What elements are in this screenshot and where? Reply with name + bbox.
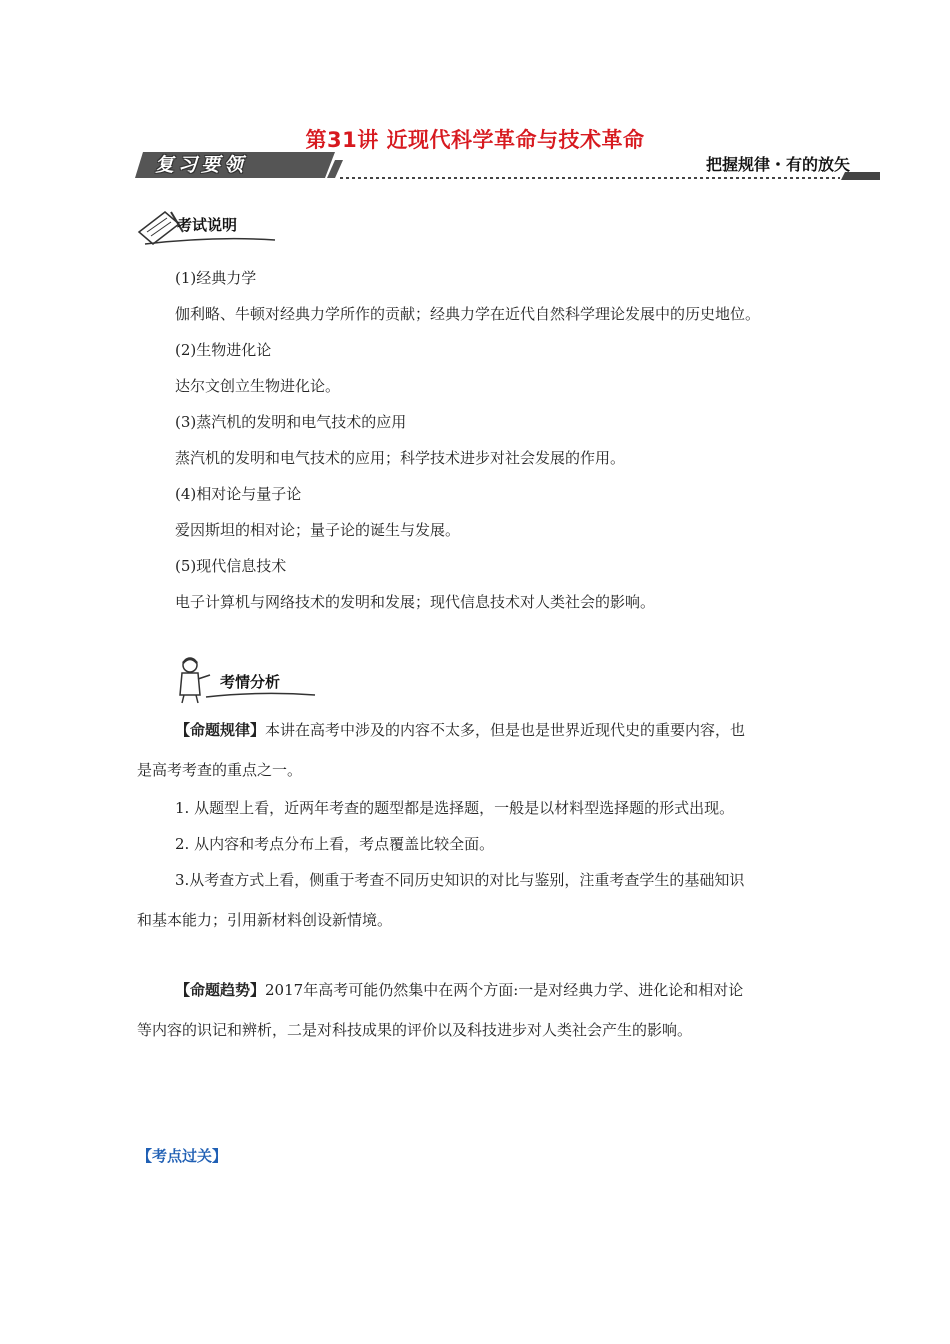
trend-line-2: 等内容的识记和辨析，二是对科技成果的评价以及科技进步对人类社会产生的影响。 bbox=[137, 1021, 693, 1039]
item-4-text: 爱因斯坦的相对论；量子论的诞生与发展。 bbox=[175, 521, 461, 539]
item-1-heading: (1)经典力学 bbox=[175, 269, 257, 287]
point-2: 2. 从内容和考点分布上看，考点覆盖比较全面。 bbox=[175, 835, 495, 853]
item-2-heading: (2)生物进化论 bbox=[175, 341, 272, 359]
banner-left-text: 复习要领 bbox=[155, 154, 248, 176]
item-3-text: 蒸汽机的发明和电气技术的应用；科学技术进步对社会发展的作用。 bbox=[175, 449, 626, 467]
item-5-text: 电子计算机与网络技术的发明和发展；现代信息技术对人类社会的影响。 bbox=[175, 593, 656, 611]
item-2-text: 达尔文创立生物进化论。 bbox=[175, 377, 341, 395]
section-banner bbox=[135, 146, 880, 182]
page-title: 第31讲 近现代科学革命与技术革命 bbox=[305, 128, 645, 152]
trend-line-1: 【命题趋势】2017年高考可能仍然集中在两个方面:一是对经典力学、进化论和相对论 bbox=[175, 981, 744, 999]
item-3-heading: (3)蒸汽机的发明和电气技术的应用 bbox=[175, 413, 407, 431]
item-5-heading: (5)现代信息技术 bbox=[175, 557, 287, 575]
rule-line-2: 是高考考查的重点之一。 bbox=[137, 761, 303, 779]
item-4-heading: (4)相对论与量子论 bbox=[175, 485, 302, 503]
banner-right-text: 把握规律・有的放矢 bbox=[705, 155, 850, 174]
footer-heading: 【考点过关】 bbox=[137, 1147, 228, 1165]
trend-label: 【命题趋势】 bbox=[175, 981, 266, 999]
exam-analysis-heading: 考情分析 bbox=[170, 655, 330, 705]
point-3-line-1: 3.从考查方式上看，侧重于考查不同历史知识的对比与鉴别，注重考查学生的基础知识 bbox=[175, 871, 745, 889]
point-3-line-2: 和基本能力；引用新材料创设新情境。 bbox=[137, 911, 393, 929]
rule-line-1: 【命题规律】本讲在高考中涉及的内容不太多，但是也是世界近现代史的重要内容，也 bbox=[175, 721, 746, 739]
point-1: 1. 从题型上看，近两年考查的题型都是选择题，一般是以材料型选择题的形式出现。 bbox=[175, 799, 735, 817]
item-1-text: 伽利略、牛顿对经典力学所作的贡献；经典力学在近代自然科学理论发展中的历史地位。 bbox=[175, 305, 761, 323]
rule-label: 【命题规律】 bbox=[175, 721, 266, 739]
exam-description-heading: 考试说明 bbox=[135, 206, 295, 248]
